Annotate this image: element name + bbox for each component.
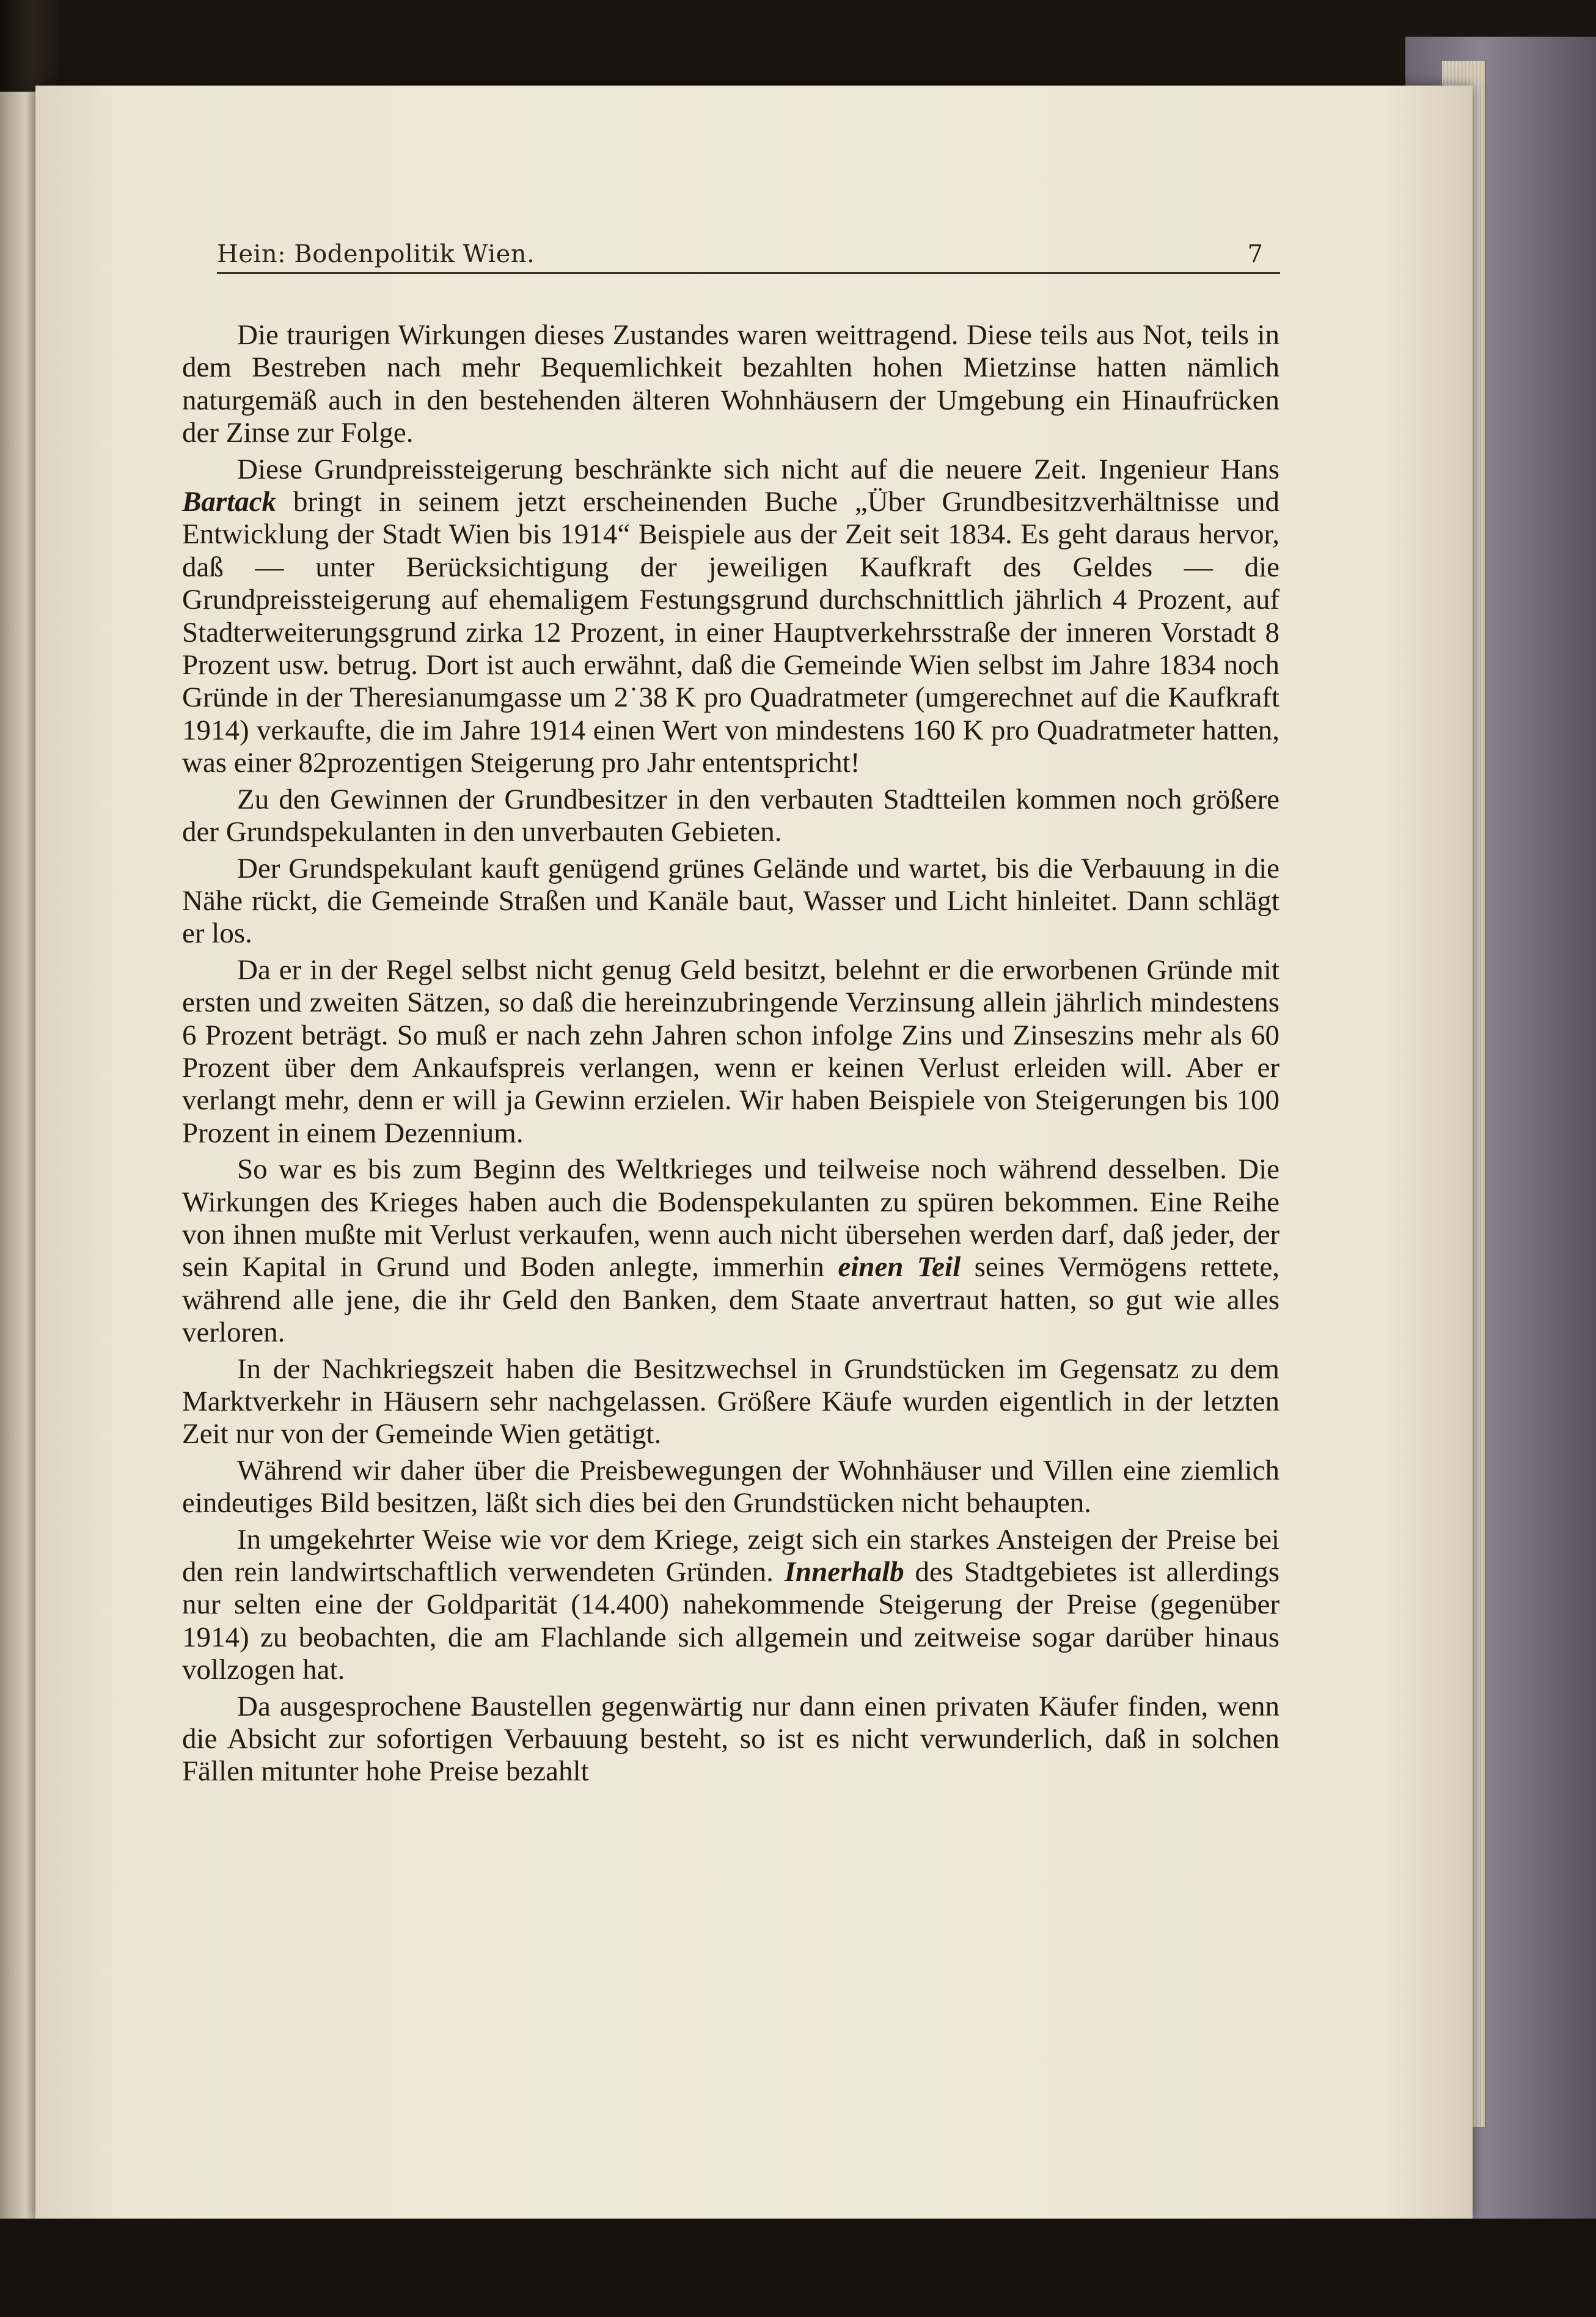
paragraph [182, 1153, 1279, 1349]
paragraph-text: Zu den Gewinnen der Grundbesitzer in den verbauten Stadtteilen kommen noch größere der Grundspekulanten in den unverbauten Gebieten. [182, 783, 1279, 848]
paragraph [182, 1353, 1279, 1451]
page-number: 7 [1247, 240, 1263, 268]
paragraph-text: In der Nachkriegszeit haben die Besitzwechsel in Grundstücken im Gegensatz zu dem Marktverkehr in Häusern sehr nachgelassen. Größere Käufe wurden eigentlich in der letzten Zeit nur von der Gemeinde Wien getätigt. [182, 1353, 1279, 1450]
paragraph [182, 784, 1279, 849]
paragraph [182, 453, 1279, 780]
paragraph-text: bringt in seinem jetzt erscheinenden Buche „Über Grundbesitzverhältnisse und Entwicklung der Stadt Wien bis 1914“ Beispiele aus der Zeit seit 1834. Es geht daraus hervor, daß — unter Berücksichtigung der jeweiligen Kaufkraft des Geldes — die Grundpreissteigerung auf ehemaligem Festungsgrund durchschnittlich jährlich 4 Prozent, auf Stadterweiterungsgrund zirka 12 Prozent, in einer Hauptverkehrsstraße der inneren Vorstadt 8 Prozent usw. betrug. Dort ist auch erwähnt, daß die Gemeinde Wien selbst im Jahre 1834 noch Gründe in der Theresianumgasse um 2˙38 K pro Quadratmeter (umgerechnet auf die Kaufkraft 1914) verkaufte, die im Jahre 1914 einen Wert von mindestens 160 K pro Quadratmeter hatten, was einer 82prozentigen Steigerung pro Jahr ententspricht! [182, 486, 1279, 779]
paragraph [182, 1524, 1279, 1687]
paragraph [182, 1691, 1279, 1788]
running-head: Hein: Bodenpolitik Wien. [217, 240, 535, 268]
paragraph-text: Die traurigen Wirkungen dieses Zustandes waren weittragend. Diese teils aus Not, teils in dem Bestreben nach mehr Bequemlichkeit bezahlten hohen Mietzinse hatten nämlich naturgemäß auch in den bestehenden älteren Wohnhäusern der Umgebung ein Hinaufrücken der Zinse zur Folge. [182, 319, 1279, 449]
paragraph-text: Da er in der Regel selbst nicht genug Geld besitzt, belehnt er die erworbenen Gründe mit ersten und zweiten Sätzen, so daß die hereinzubringende Verzinsung allein jährlich mindestens 6 Prozent beträgt. So muß er nach zehn Jahren schon infolge Zins und Zinseszins mehr als 60 Prozent über dem Ankaufspreis verlangen, wenn er keinen Verlust erleiden will. Aber er verlangt mehr, denn er will ja Gewinn erzielen. Wir haben Beispiele von Steigerungen bis 100 Prozent in einem Dezennium. [182, 953, 1279, 1149]
emphasized-text: Bartack [182, 486, 277, 518]
body-text [182, 319, 1279, 1788]
facing-page-edge [0, 92, 38, 2219]
paragraph-text: Da ausgesprochene Baustellen gegenwärtig nur dann einen privaten Käufer finden, wenn die Absicht zur sofortigen Verbauung besteht, so ist es nicht verwunderlich, daß in solchen Fällen mitunter hohe Preise bezahlt [182, 1690, 1279, 1788]
paragraph-text: seines Vermögens rettete, während alle jene, die ihr Geld den Banken, dem Staate anvertraut hatten, so gut wie alles verloren. [182, 1251, 1280, 1349]
paragraph [182, 1455, 1279, 1520]
paragraph-text: Der Grundspekulant kauft genügend grünes Gelände und wartet, bis die Verbauung in die Nähe rückt, die Gemeinde Straßen und Kanäle baut, Wasser und Licht hinleitet. Dann schlägt er los. [182, 852, 1279, 950]
paragraph-text: des Stadtgebietes ist allerdings nur selten eine der Goldparität (14.400) nahekommende Steigerung der Preise (gegenüber 1914) zu beobachten, die am Flachlande sich allgemein und zeitweise sogar darüber hinaus vollzogen hat. [182, 1556, 1279, 1686]
emphasized-text: Innerhalb [784, 1556, 904, 1588]
paragraph [182, 853, 1279, 950]
paragraph-text: In umgekehrter Weise wie vor dem Kriege, zeigt sich ein starkes Ansteigen der Preise bei den rein landwirtschaftlich verwendeten Gründen. [182, 1523, 1279, 1588]
paragraph-text: Während wir daher über die Preisbewegungen der Wohnhäuser und Villen eine ziemlich eindeutiges Bild besitzen, läßt sich dies bei den Grundstücken nicht behaupten. [182, 1454, 1279, 1519]
emphasized-text: einen Teil [838, 1251, 961, 1283]
paragraph [182, 954, 1279, 1150]
page-header [217, 235, 1280, 274]
paragraph-text: So war es bis zum Beginn des Weltkrieges und teilweise noch während desselben. Die Wirkungen des Krieges haben auch die Bodenspekulanten zu spüren bekommen. Eine Reihe von ihnen mußte mit Verlust verkaufen, wenn auch nicht übersehen werden darf, daß jeder, der sein Kapital in Grund und Boden anlegte, immerhin [182, 1153, 1279, 1283]
background-bottom [0, 2219, 1596, 2317]
paragraph [182, 319, 1279, 450]
paragraph-text: Diese Grundpreissteigerung beschränkte sich nicht auf die neuere Zeit. Ingenieur Hans [237, 453, 1279, 485]
